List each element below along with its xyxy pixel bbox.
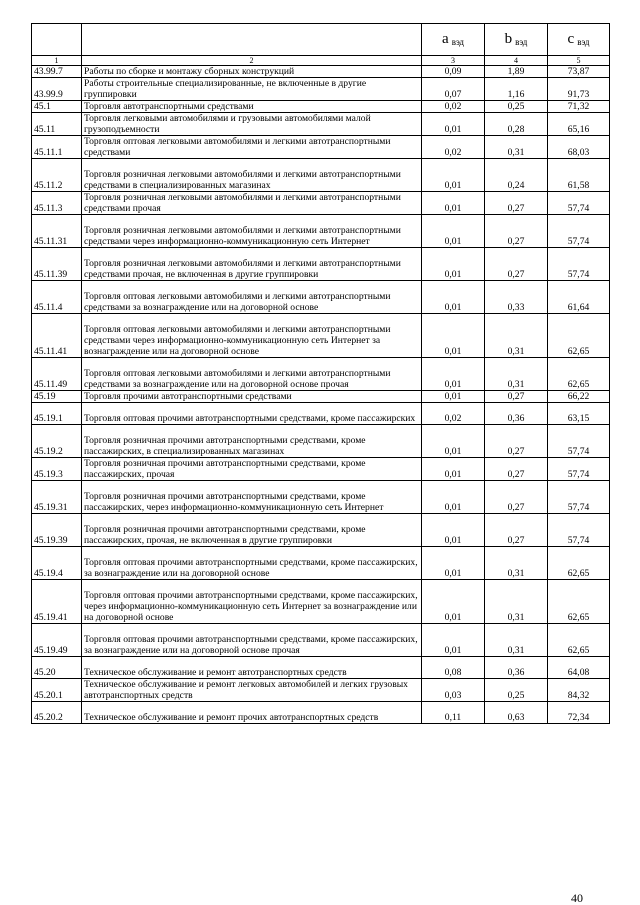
table-row <box>32 580 610 624</box>
row-code: 45.11.4 <box>32 281 82 314</box>
row-code: 45.11 <box>32 113 82 136</box>
row-name: Торговля розничная прочими автотранспортными средствами, кроме пассажирских, прочая, не включенная в другие группировки <box>82 514 422 547</box>
row-value-c: 64,08 <box>548 657 610 679</box>
row-name: Торговля оптовая легковыми автомобилями и легкими автотранспортными средствами <box>82 136 422 159</box>
row-value-c: 91,73 <box>548 78 610 101</box>
table-row <box>32 425 610 458</box>
row-value-b: 0,31 <box>485 314 548 358</box>
column-index: 4 <box>485 56 548 66</box>
column-index: 2 <box>82 56 422 66</box>
row-value-b: 0,24 <box>485 159 548 192</box>
row-code: 45.19.49 <box>32 624 82 657</box>
header-code <box>32 24 82 56</box>
row-value-c: 62,65 <box>548 314 610 358</box>
table-row <box>32 248 610 281</box>
row-name: Торговля оптовая прочими автотранспортными средствами, кроме пассажирских, за вознаграждение или на договорной основе <box>82 547 422 580</box>
row-code: 45.11.31 <box>32 215 82 248</box>
row-value-a: 0,01 <box>422 391 485 403</box>
row-code: 45.11.3 <box>32 192 82 215</box>
row-value-a: 0,11 <box>422 702 485 724</box>
table-row <box>32 514 610 547</box>
row-value-a: 0,01 <box>422 358 485 391</box>
row-value-c: 65,16 <box>548 113 610 136</box>
row-value-c: 61,58 <box>548 159 610 192</box>
header-name <box>82 24 422 56</box>
table-row <box>32 679 610 702</box>
row-name: Торговля прочими автотранспортными средствами <box>82 391 422 403</box>
row-value-a: 0,08 <box>422 657 485 679</box>
row-name: Торговля розничная легковыми автомобилями и легкими автотранспортными средствами в специализированных магазинах <box>82 159 422 192</box>
row-value-a: 0,09 <box>422 66 485 78</box>
header-a: a $_{вэд}$ <box>422 24 485 56</box>
row-value-a: 0,02 <box>422 403 485 425</box>
table-row <box>32 113 610 136</box>
row-code: 45.19.31 <box>32 481 82 514</box>
row-value-a: 0,01 <box>422 624 485 657</box>
row-value-a: 0,01 <box>422 481 485 514</box>
row-value-c: 62,65 <box>548 358 610 391</box>
row-name: Торговля оптовая прочими автотранспортными средствами, кроме пассажирских, через информационно-коммуникационную сеть Интернет за вознаграждение или на договорной основе <box>82 580 422 624</box>
row-value-a: 0,03 <box>422 679 485 702</box>
row-value-a: 0,07 <box>422 78 485 101</box>
row-value-b: 0,25 <box>485 101 548 113</box>
table-row <box>32 314 610 358</box>
row-name: Торговля оптовая легковыми автомобилями и легкими автотранспортными средствами за вознаграждение или на договорной основе прочая <box>82 358 422 391</box>
row-name: Торговля оптовая прочими автотранспортными средствами, кроме пассажирских, за вознаграждение или на договорной основе прочая <box>82 624 422 657</box>
column-index: 1 <box>32 56 82 66</box>
row-value-b: 0,63 <box>485 702 548 724</box>
row-value-c: 72,34 <box>548 702 610 724</box>
row-name: Торговля розничная легковыми автомобилями и легкими автотранспортными средствами через информационно-коммуникационную сеть Интернет <box>82 215 422 248</box>
row-value-a: 0,01 <box>422 248 485 281</box>
row-value-b: 0,28 <box>485 113 548 136</box>
row-value-a: 0,01 <box>422 580 485 624</box>
row-value-a: 0,01 <box>422 514 485 547</box>
row-name: Торговля оптовая прочими автотранспортными средствами, кроме пассажирских <box>82 403 422 425</box>
row-value-b: 0,36 <box>485 403 548 425</box>
row-value-a: 0,01 <box>422 458 485 481</box>
row-name: Торговля розничная легковыми автомобилями и легкими автотранспортными средствами прочая <box>82 192 422 215</box>
row-code: 45.19.1 <box>32 403 82 425</box>
table-row <box>32 403 610 425</box>
row-value-c: 57,74 <box>548 458 610 481</box>
row-value-a: 0,01 <box>422 547 485 580</box>
column-index: 3 <box>422 56 485 66</box>
row-value-c: 84,32 <box>548 679 610 702</box>
row-value-a: 0,01 <box>422 192 485 215</box>
table-row <box>32 78 610 101</box>
row-name: Торговля легковыми автомобилями и грузовыми автомобилями малой грузоподъемности <box>82 113 422 136</box>
header-b: b $_{вэд}$ <box>485 24 548 56</box>
row-value-b: 0,27 <box>485 248 548 281</box>
row-name: Работы по сборке и монтажу сборных конструкций <box>82 66 422 78</box>
row-value-c: 57,74 <box>548 192 610 215</box>
row-code: 45.11.1 <box>32 136 82 159</box>
row-value-b: 0,25 <box>485 679 548 702</box>
table-row <box>32 159 610 192</box>
row-name: Торговля автотранспортными средствами <box>82 101 422 113</box>
row-code: 45.20.2 <box>32 702 82 724</box>
row-value-c: 57,74 <box>548 215 610 248</box>
row-value-b: 0,31 <box>485 624 548 657</box>
row-value-a: 0,01 <box>422 113 485 136</box>
row-value-b: 0,31 <box>485 580 548 624</box>
row-name: Техническое обслуживание и ремонт легковых автомобилей и легких грузовых автотранспортных средств <box>82 679 422 702</box>
table-row <box>32 136 610 159</box>
row-value-c: 62,65 <box>548 580 610 624</box>
row-value-c: 68,03 <box>548 136 610 159</box>
row-code: 43.99.9 <box>32 78 82 101</box>
row-name: Торговля розничная прочими автотранспортными средствами, кроме пассажирских, через информационно-коммуникационную сеть Интернет <box>82 481 422 514</box>
coefficients-table <box>31 23 610 724</box>
table-row <box>32 547 610 580</box>
table-row <box>32 101 610 113</box>
row-value-c: 57,74 <box>548 514 610 547</box>
header-row <box>32 24 610 56</box>
table-row <box>32 66 610 78</box>
row-value-a: 0,01 <box>422 314 485 358</box>
table-row <box>32 281 610 314</box>
row-code: 45.1 <box>32 101 82 113</box>
row-value-c: 57,74 <box>548 425 610 458</box>
row-value-a: 0,01 <box>422 281 485 314</box>
row-code: 45.11.41 <box>32 314 82 358</box>
row-value-a: 0,01 <box>422 425 485 458</box>
table-row <box>32 391 610 403</box>
row-code: 45.11.39 <box>32 248 82 281</box>
row-value-b: 0,27 <box>485 391 548 403</box>
row-code: 45.20 <box>32 657 82 679</box>
row-code: 45.19.3 <box>32 458 82 481</box>
row-value-b: 0,27 <box>485 458 548 481</box>
row-value-c: 62,65 <box>548 624 610 657</box>
row-code: 45.19.41 <box>32 580 82 624</box>
page-number: 40 <box>571 891 583 905</box>
row-code: 45.19.39 <box>32 514 82 547</box>
row-value-c: 63,15 <box>548 403 610 425</box>
row-value-b: 0,27 <box>485 215 548 248</box>
table-row <box>32 657 610 679</box>
row-value-b: 0,31 <box>485 547 548 580</box>
row-value-c: 66,22 <box>548 391 610 403</box>
row-value-b: 0,27 <box>485 192 548 215</box>
row-value-c: 57,74 <box>548 481 610 514</box>
row-code: 45.11.49 <box>32 358 82 391</box>
row-value-b: 0,27 <box>485 425 548 458</box>
header-c: c $_{вэд}$ <box>548 24 610 56</box>
row-name: Торговля оптовая легковыми автомобилями и легкими автотранспортными средствами через информационно-коммуникационную сеть Интернет за вознаграждение или на договорной основе <box>82 314 422 358</box>
table-row <box>32 215 610 248</box>
row-name: Торговля оптовая легковыми автомобилями и легкими автотранспортными средствами за вознаграждение или на договорной основе <box>82 281 422 314</box>
row-value-a: 0,02 <box>422 136 485 159</box>
row-value-c: 61,64 <box>548 281 610 314</box>
row-code: 45.19.2 <box>32 425 82 458</box>
row-code: 45.11.2 <box>32 159 82 192</box>
row-value-b: 0,31 <box>485 136 548 159</box>
row-value-c: 57,74 <box>548 248 610 281</box>
table-row <box>32 458 610 481</box>
row-value-a: 0,01 <box>422 215 485 248</box>
row-name: Торговля розничная прочими автотранспортными средствами, кроме пассажирских, в специализированных магазинах <box>82 425 422 458</box>
row-value-b: 0,31 <box>485 358 548 391</box>
row-name: Торговля розничная прочими автотранспортными средствами, кроме пассажирских, прочая <box>82 458 422 481</box>
row-value-b: 0,36 <box>485 657 548 679</box>
row-name: Работы строительные специализированные, не включенные в другие группировки <box>82 78 422 101</box>
table-row <box>32 192 610 215</box>
row-code: 45.19 <box>32 391 82 403</box>
table-row <box>32 624 610 657</box>
row-name: Торговля розничная легковыми автомобилями и легкими автотранспортными средствами прочая, не включенная в другие группировки <box>82 248 422 281</box>
row-value-c: 71,32 <box>548 101 610 113</box>
row-value-b: 0,27 <box>485 481 548 514</box>
row-value-a: 0,02 <box>422 101 485 113</box>
row-value-b: 1,89 <box>485 66 548 78</box>
row-code: 45.20.1 <box>32 679 82 702</box>
row-value-a: 0,01 <box>422 159 485 192</box>
column-index: 5 <box>548 56 610 66</box>
row-value-b: 0,27 <box>485 514 548 547</box>
row-value-c: 62,65 <box>548 547 610 580</box>
table-row <box>32 702 610 724</box>
row-value-b: 0,33 <box>485 281 548 314</box>
row-code: 43.99.7 <box>32 66 82 78</box>
row-code: 45.19.4 <box>32 547 82 580</box>
table-row <box>32 358 610 391</box>
column-index-row <box>32 56 610 66</box>
row-name: Техническое обслуживание и ремонт автотранспортных средств <box>82 657 422 679</box>
row-value-c: 73,87 <box>548 66 610 78</box>
row-name: Техническое обслуживание и ремонт прочих автотранспортных средств <box>82 702 422 724</box>
table-row <box>32 481 610 514</box>
row-value-b: 1,16 <box>485 78 548 101</box>
